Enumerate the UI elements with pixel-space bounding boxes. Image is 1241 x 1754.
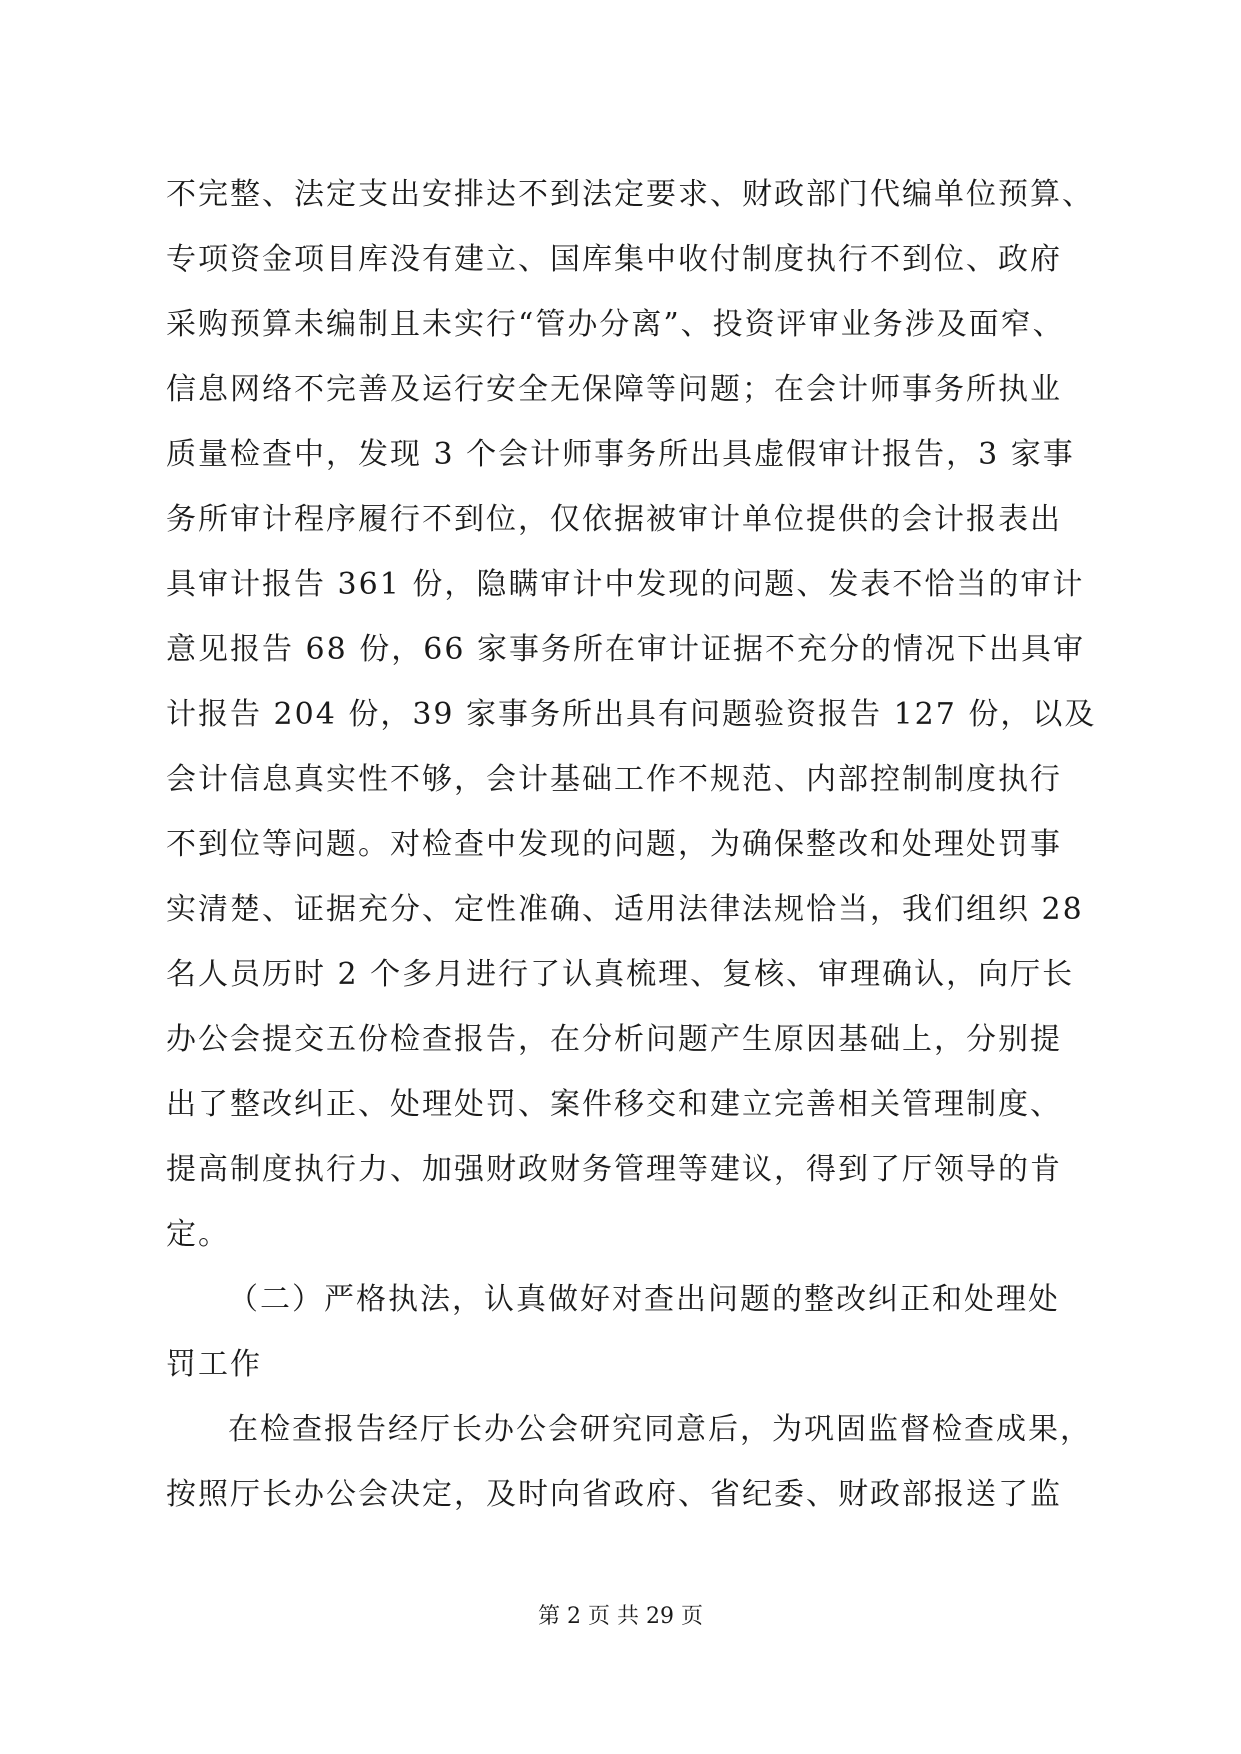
text-line: 采购预算未编制且未实行“管办分离”、投资评审业务涉及面窄、 [166,307,1065,342]
text-line: 定。 [166,1217,230,1252]
text-line: 不到位等问题。对检查中发现的问题，为确保整改和处理处罚事 [166,827,1062,862]
text-line: 务所审计程序履行不到位，仅依据被审计单位提供的会计报表出 [166,502,1062,537]
body-text [166,162,1097,1527]
text-line: 意见报告 68 份，66 家事务所在审计证据不充分的情况下出具审 [166,632,1085,667]
section-heading-continued: 罚工作 [166,1347,262,1382]
text-line: 在检查报告经厅长办公会研究同意后，为巩固监督检查成果， [228,1412,1092,1447]
page-number-footer: 第 2 页 共 29 页 [538,1604,703,1629]
text-line: 实清楚、证据充分、定性准确、适用法律法规恰当，我们组织 28 [166,892,1084,927]
text-line: 具审计报告 361 份，隐瞒审计中发现的问题、发表不恰当的审计 [166,567,1085,602]
text-line: 质量检查中，发现 3 个会计师事务所出具虚假审计报告，3 家事 [166,437,1075,472]
text-line: 计报告 204 份，39 家事务所出具有问题验资报告 127 份，以及 [166,697,1097,732]
text-line: 信息网络不完善及运行安全无保障等问题；在会计师事务所执业 [166,372,1062,407]
text-line: 提高制度执行力、加强财政财务管理等建议，得到了厅领导的肯 [166,1152,1062,1187]
text-line: 按照厅长办公会决定，及时向省政府、省纪委、财政部报送了监 [166,1477,1062,1512]
text-line: 专项资金项目库没有建立、国库集中收付制度执行不到位、政府 [166,242,1062,277]
section-heading: （二）严格执法，认真做好对查出问题的整改纠正和处理处 [228,1282,1060,1317]
text-line: 名人员历时 2 个多月进行了认真梳理、复核、审理确认，向厅长 [166,957,1075,992]
text-line: 办公会提交五份检查报告，在分析问题产生原因基础上，分别提 [166,1022,1062,1057]
text-line: 会计信息真实性不够，会计基础工作不规范、内部控制制度执行 [166,762,1062,797]
text-line: 不完整、法定支出安排达不到法定要求、财政部门代编单位预算、 [166,177,1094,212]
text-line: 出了整改纠正、处理处罚、案件移交和建立完善相关管理制度、 [166,1087,1062,1122]
